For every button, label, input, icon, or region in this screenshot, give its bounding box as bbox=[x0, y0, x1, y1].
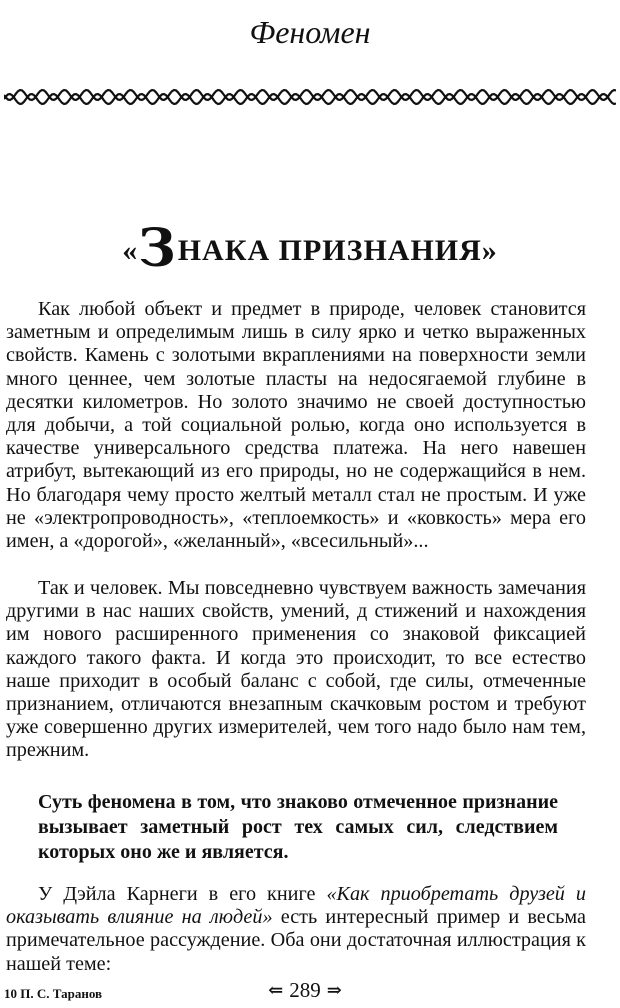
paragraph-3-start: У Дэйла Карнеги в его книге bbox=[38, 883, 327, 905]
prev-page-arrow-icon[interactable]: ⇐ bbox=[268, 980, 284, 1000]
paragraph-1: Как любой объект и предмет в природе, человек становится заметным и определимым лишь в силу ярко и четко выраженных свойств. Камень с золотыми вкраплениями на поверхности земли много ценнее, чем золотые пласты на недосягаемой глубине в десятки километров. Но золото значимо не своей доступностью для добычи, а той социальной ролью, когда оно используется в качестве универсального средства платежа. На него навешен атрибут, вытекающий из его природы, но не содержащийся в нем. Но благодаря чему просто желтый металл стал не простым. И уже не «электропроводность», «теплоемкость» и «ковкость» мера его имен, а «дорогой», «желанный», «всесильный»... bbox=[6, 298, 586, 553]
page-number: 289 bbox=[289, 978, 321, 1002]
section-title: Феномен bbox=[249, 14, 371, 50]
highlight-statement: Суть феномена в том, что знаково отмеченное признание вызывает заметный рост тех самых сил, следствием которых оно же и является. bbox=[38, 791, 558, 863]
paragraph-3-end: есть интересный пример и весьма примечательное рассуждение. Оба они достаточная иллюстрация к нашей теме: bbox=[6, 906, 586, 975]
chapter-title bbox=[0, 218, 620, 279]
book-title: «Как приобретать друзей и оказывать влияние на людей» bbox=[6, 883, 586, 929]
title-rest: НАКА ПРИЗНАНИЯ» bbox=[177, 234, 498, 267]
paragraph-2: Так и человек. Мы повседневно чувствуем важность замечания другими в нас наших свойств, умений, д стижений и нахождения им нового расширенного применения со знаковой фиксацией каждого такого факта. И когда это происходит, то все естество наше приходит в особый баланс с собой, где силы, отмеченные признанием, отличаются внезапным скачковым ростом и требуют уже совершенно других измерителей, чем того надо было нам тем, прежним. bbox=[6, 577, 586, 762]
author-footer: 10 П. С. Таранов bbox=[4, 986, 103, 1001]
wave-divider bbox=[4, 83, 616, 111]
paragraph-3 bbox=[6, 883, 586, 976]
title-open-quote: « bbox=[122, 234, 139, 267]
page-navigation bbox=[250, 978, 360, 1003]
title-dropcap: З bbox=[138, 218, 177, 279]
next-page-arrow-icon[interactable]: ⇒ bbox=[326, 980, 342, 1000]
